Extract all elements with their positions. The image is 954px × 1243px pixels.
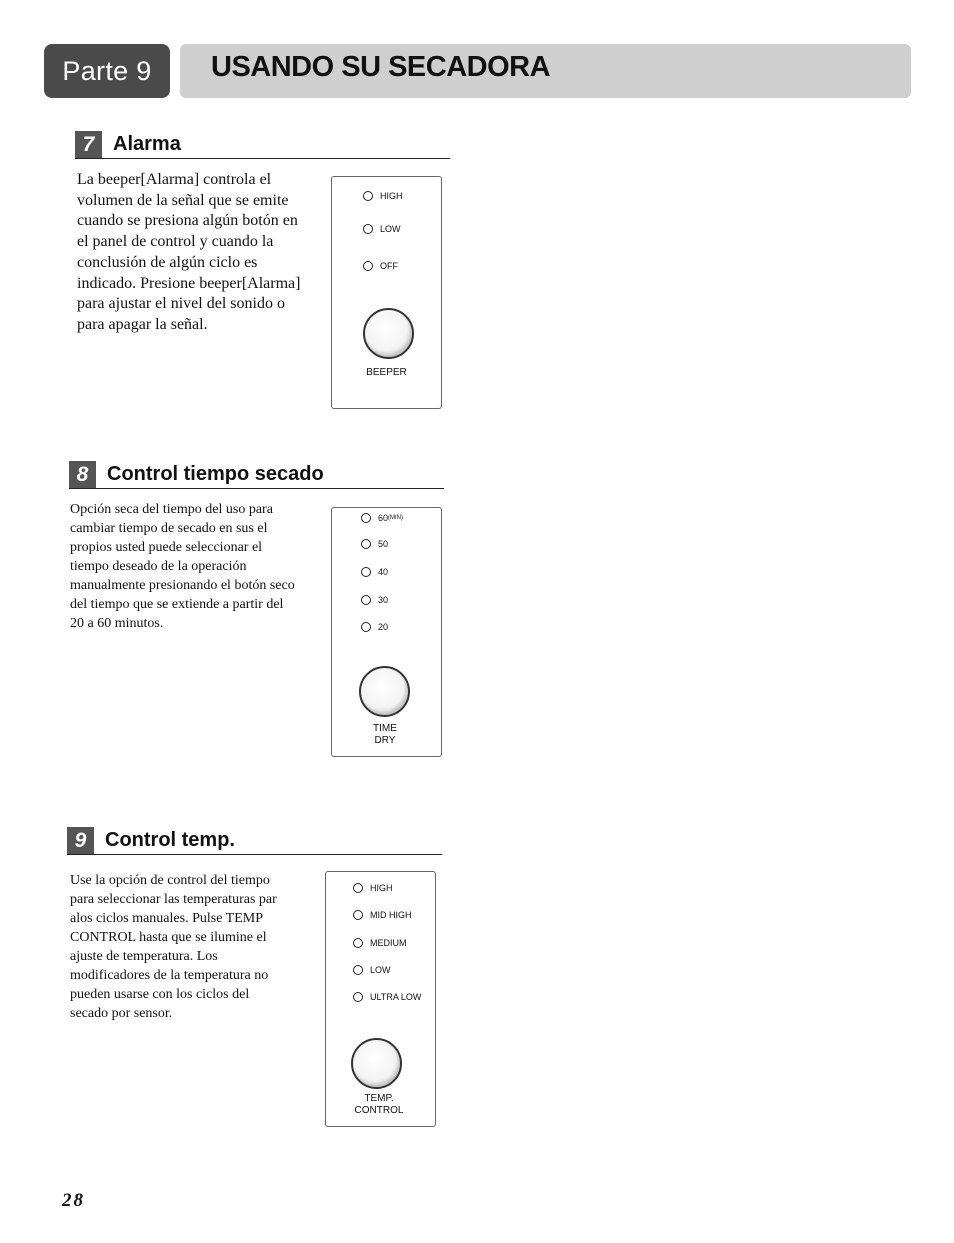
beeper-panel <box>331 176 442 409</box>
led-option <box>361 513 403 523</box>
option-label: 20 <box>378 622 389 632</box>
indicator-light-icon <box>353 992 363 1002</box>
option-label: ULTRA LOW <box>370 992 422 1002</box>
option-label: 50 <box>378 539 389 549</box>
button-label: TEMP. CONTROL <box>354 1093 404 1116</box>
led-option <box>363 261 398 271</box>
indicator-light-icon <box>353 965 363 975</box>
led-option <box>363 191 403 201</box>
option-label: 30 <box>378 595 389 605</box>
option-label: 40 <box>378 567 389 577</box>
beeper-button[interactable] <box>363 308 414 359</box>
section-title: Control temp. <box>105 829 235 851</box>
option-label: HIGH <box>370 883 393 893</box>
section-title: Alarma <box>113 133 181 155</box>
section-7-body: La beeper[Alarma] controla el volumen de la señal que se emite cuando se presiona algún botón en el panel de control y cuando la conclusión de algún ciclo es indicado. Presione beeper[Alarma] para ajustar el nivel del sonido o para apagar la señal. <box>77 171 301 333</box>
time-dry-panel <box>331 507 442 757</box>
section-number-badge: 8 <box>69 461 96 488</box>
section-number-badge: 7 <box>75 131 102 158</box>
section-divider <box>69 488 444 489</box>
page-number: 28 <box>62 1190 85 1211</box>
option-label: LOW <box>370 965 391 975</box>
option-label: LOW <box>380 224 401 234</box>
option-unit: (MIN) <box>388 515 404 521</box>
section-number-badge: 9 <box>67 827 94 854</box>
indicator-light-icon <box>363 224 373 234</box>
indicator-light-icon <box>361 539 371 549</box>
indicator-light-icon <box>353 910 363 920</box>
temp-control-button[interactable] <box>351 1038 402 1089</box>
led-option <box>361 539 388 549</box>
section-9-body: Use la opción de control del tiempo para seleccionar las temperaturas par alos ciclos manuales. Pulse TEMP CONTROL hasta que se ilumine el ajuste de temperatura. Los modificadores de la temperatura no pueden usarse con los ciclos del secado por sensor. <box>70 873 277 1021</box>
section-divider <box>67 854 442 855</box>
led-option <box>361 567 388 577</box>
option-label: MID HIGH <box>370 910 412 920</box>
indicator-light-icon <box>361 513 371 523</box>
section-8-body: Opción seca del tiempo del uso para cambiar tiempo de secado en sus el propios usted puede seleccionar el tiempo deseado de la operación manualmente presionando el botón seco del tiempo que se extiende a partir del 20 a 60 minutos. <box>70 502 295 631</box>
temp-control-panel <box>325 871 436 1127</box>
indicator-light-icon <box>361 622 371 632</box>
led-option <box>353 883 393 893</box>
time-dry-button[interactable] <box>359 666 410 717</box>
button-label: TIME DRY <box>373 723 397 746</box>
led-option <box>361 595 388 605</box>
option-label: HIGH <box>380 191 403 201</box>
option-label: MEDIUM <box>370 938 407 948</box>
led-option <box>353 910 412 920</box>
indicator-light-icon <box>363 191 373 201</box>
indicator-light-icon <box>363 261 373 271</box>
led-option <box>363 224 401 234</box>
option-label: 60 <box>378 513 389 523</box>
led-option <box>353 992 421 1002</box>
page-title: USANDO SU SECADORA <box>211 51 551 83</box>
led-option <box>353 965 391 975</box>
indicator-light-icon <box>353 883 363 893</box>
indicator-light-icon <box>361 595 371 605</box>
led-option <box>361 622 388 632</box>
section-title: Control tiempo secado <box>107 463 324 485</box>
indicator-light-icon <box>353 938 363 948</box>
indicator-light-icon <box>361 567 371 577</box>
led-option <box>353 938 407 948</box>
section-divider <box>75 158 450 159</box>
button-label: BEEPER <box>366 367 407 378</box>
part-label: Parte 9 <box>62 55 152 86</box>
option-label: OFF <box>380 261 398 271</box>
part-tab <box>44 44 170 98</box>
title-bar <box>180 44 911 98</box>
